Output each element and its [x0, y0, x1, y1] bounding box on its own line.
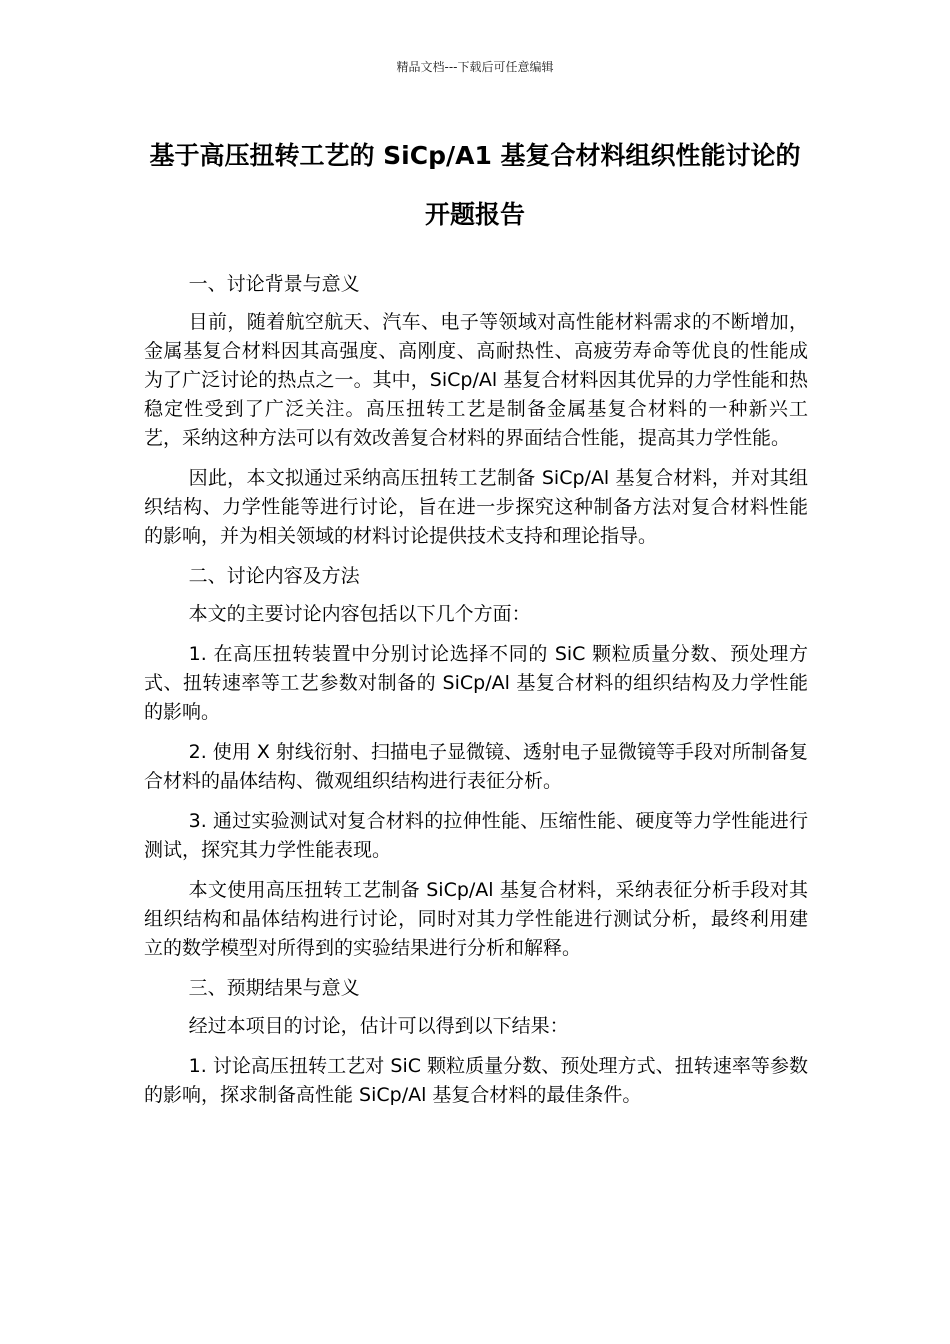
paragraph-results-intro: 经过本项目的讨论，估计可以得到以下结果： — [188, 1015, 569, 1037]
paragraph-content-intro: 本文的主要讨论内容包括以下几个方面： — [188, 603, 531, 625]
paragraph-background: 目前，随着航空航天、汽车、电子等领域对高性能材料需求的不断增加，金属基复合材料因其高强度、高刚度、高耐热性、高疲劳寿命等优良的性能成为了广泛讨论的热点之一。其中，SiCp/Al 基复合材料因其优异的力学性能和热稳定性受到了广泛关注。高压扭转工艺是制备金属基复合材料的一种新兴工艺，采纳这种方法可以有效改善复合材料的界面结合性能，提高其力学性能。 — [144, 311, 808, 449]
document-title: 基于高压扭转工艺的 SiCp/A1 基复合材料组织性能讨论的开题报告 — [149, 141, 801, 229]
list-item-1: 1. 在高压扭转装置中分别讨论选择不同的 SiC 颗粒质量分数、预处理方式、扭转速率等工艺参数对制备的 SiCp/Al 基复合材料的组织结构及力学性能的影响。 — [144, 643, 808, 723]
document-body — [144, 270, 808, 1121]
paragraph-method-summary: 本文使用高压扭转工艺制备 SiCp/Al 基复合材料，采纳表征分析手段对其组织结构和晶体结构进行讨论，同时对其力学性能进行测试分析，最终利用建立的数学模型对所得到的实验结果进行分析和解释。 — [144, 879, 808, 959]
paragraph-purpose: 因此，本文拟通过采纳高压扭转工艺制备 SiCp/Al 基复合材料，并对其组织结构、力学性能等进行讨论，旨在进一步探究这种制备方法对复合材料性能的影响，并为相关领域的材料讨论提供技术支持和理论指导。 — [144, 467, 808, 547]
header-note: 精品文档---下载后可任意编辑 — [396, 60, 554, 74]
list-item-2: 2. 使用 X 射线衍射、扫描电子显微镜、透射电子显微镜等手段对所制备复合材料的晶体结构、微观组织结构进行表征分析。 — [144, 741, 808, 792]
list-item-3: 3. 通过实验测试对复合材料的拉伸性能、压缩性能、硬度等力学性能进行测试，探究其力学性能表现。 — [144, 810, 808, 861]
result-item-1: 1. 讨论高压扭转工艺对 SiC 颗粒质量分数、预处理方式、扭转速率等参数的影响，探求制备高性能 SiCp/Al 基复合材料的最佳条件。 — [144, 1055, 808, 1106]
section-heading-content-method: 二、讨论内容及方法 — [188, 565, 360, 587]
section-heading-expected-results: 三、预期结果与意义 — [188, 977, 360, 999]
section-heading-background: 一、讨论背景与意义 — [188, 273, 360, 295]
